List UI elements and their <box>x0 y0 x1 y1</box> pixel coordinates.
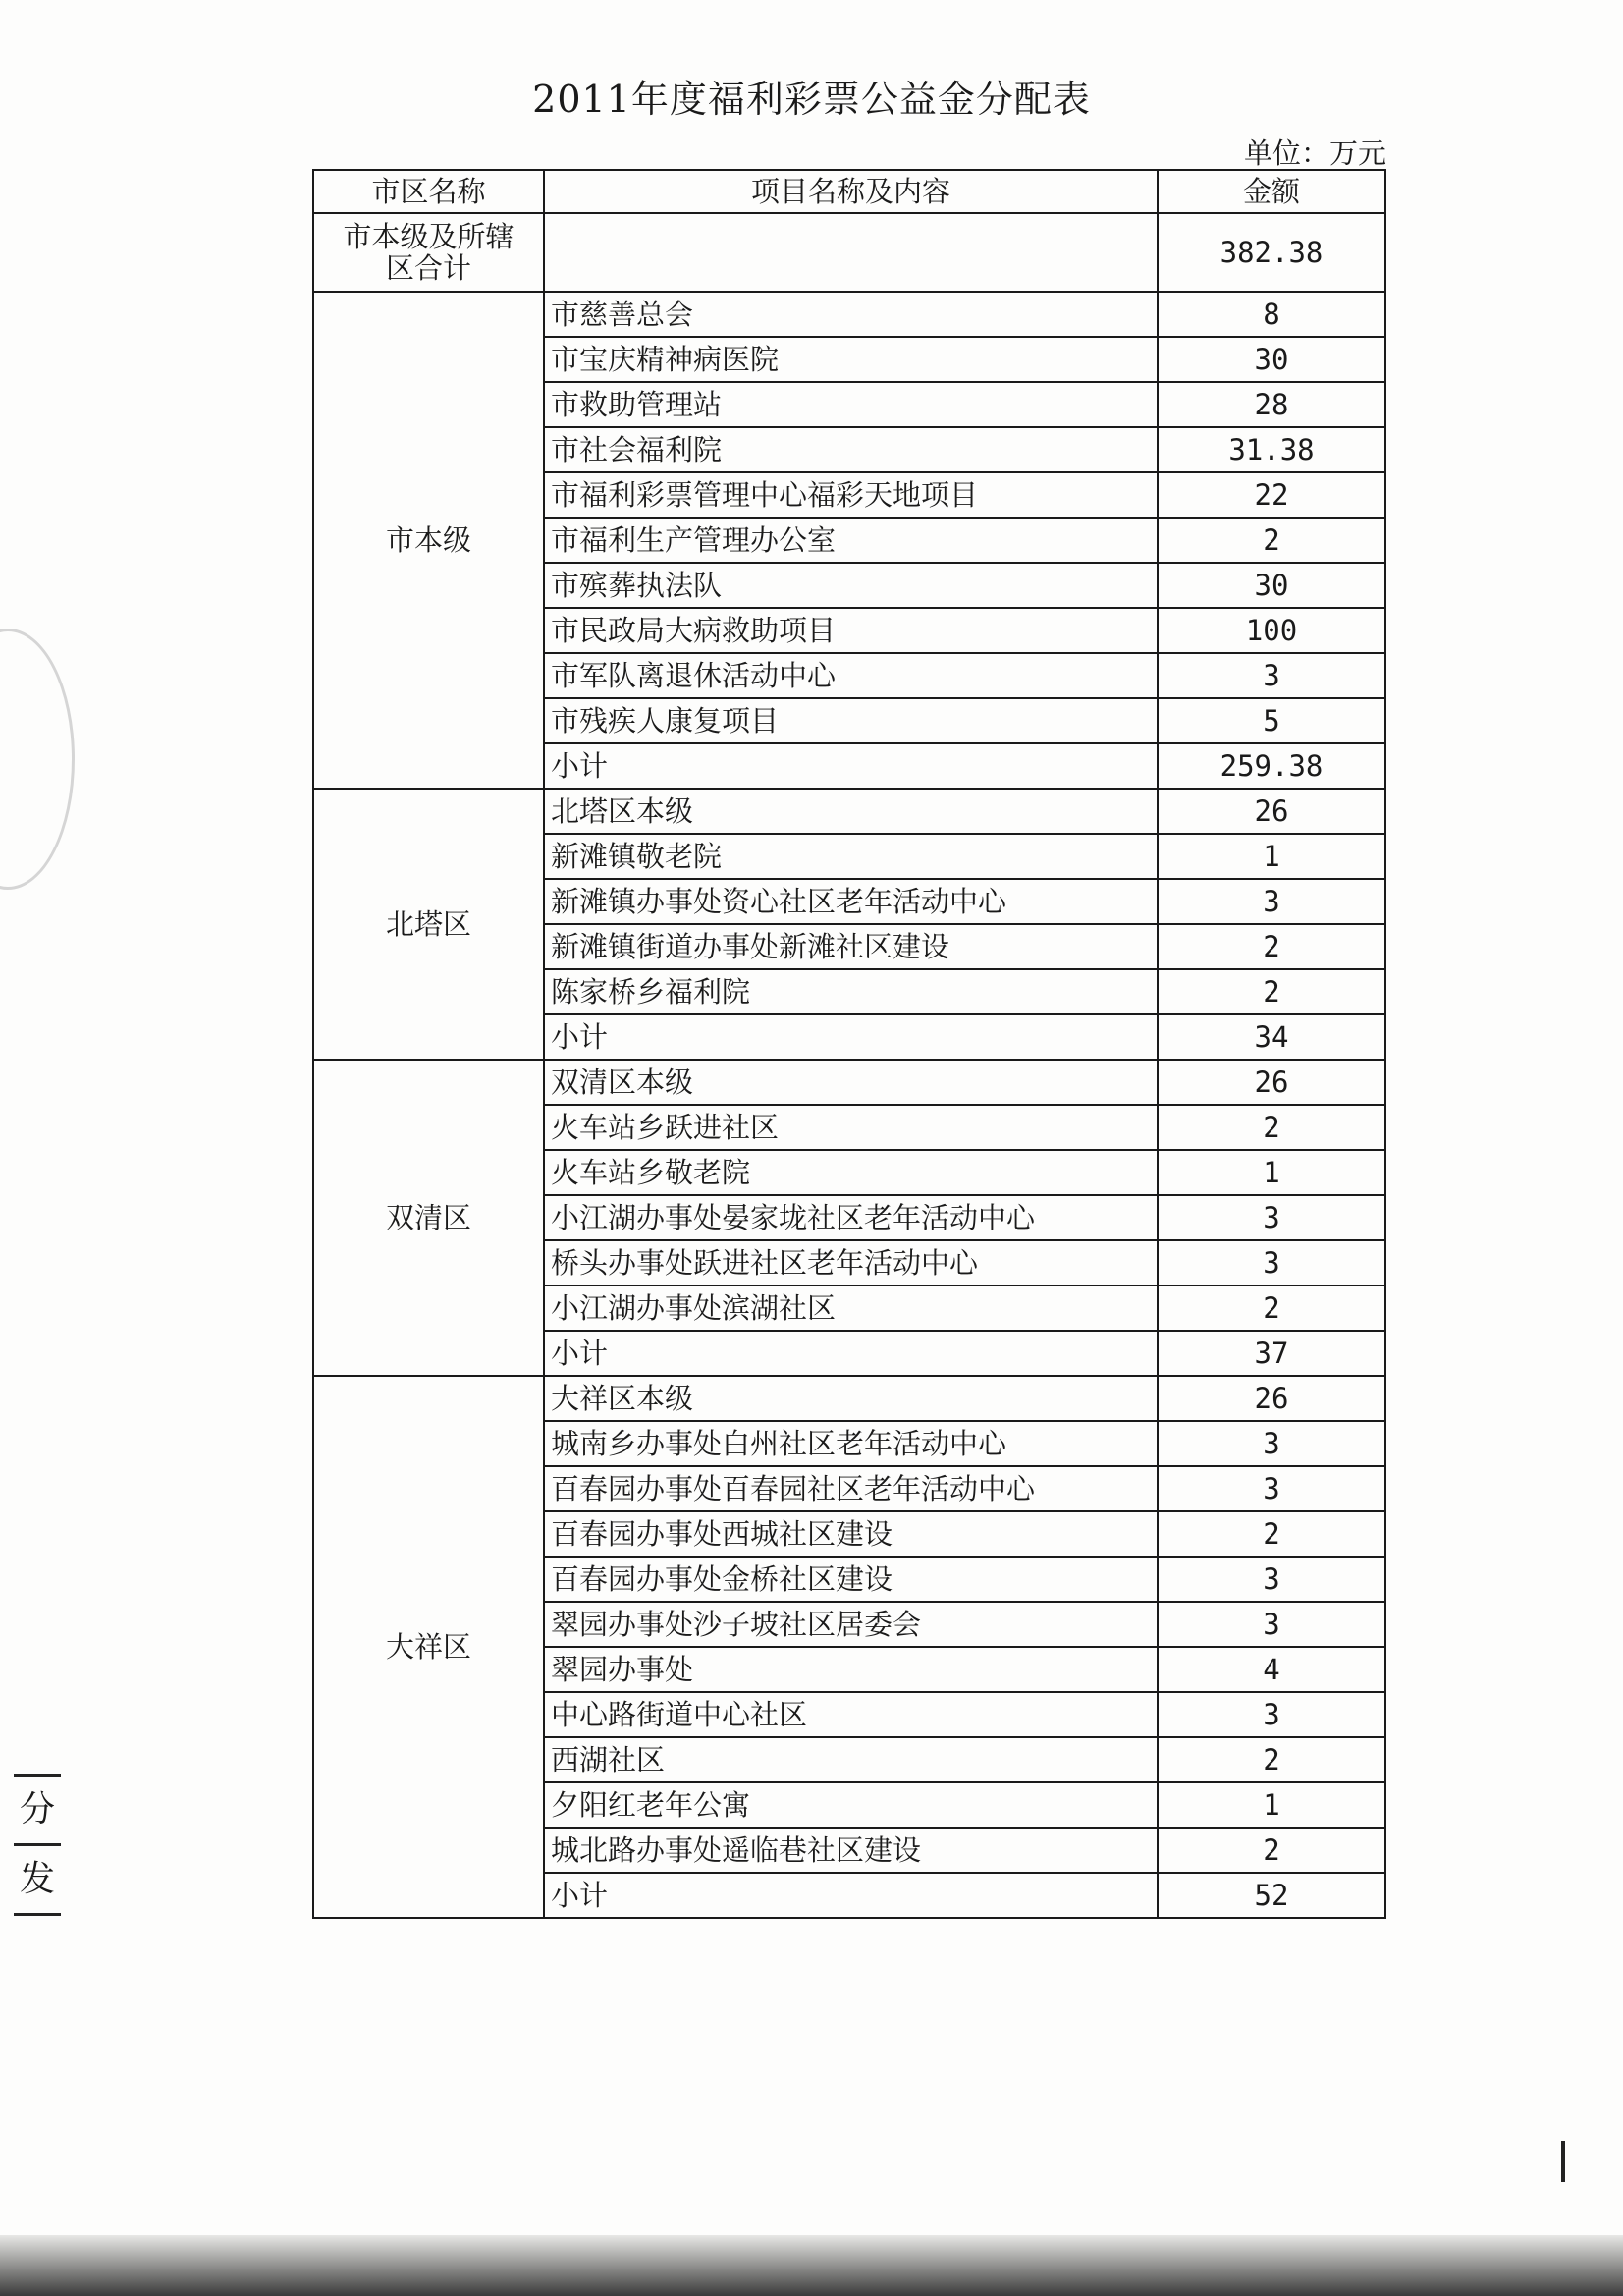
project-amount: 3 <box>1158 879 1385 924</box>
project-name: 百春园办事处金桥社区建设 <box>544 1557 1158 1602</box>
table-row <box>313 789 1385 834</box>
project-name: 中心路街道中心社区 <box>544 1692 1158 1737</box>
project-name: 桥头办事处跃进社区老年活动中心 <box>544 1240 1158 1285</box>
project-name: 新滩镇敬老院 <box>544 834 1158 879</box>
table-row <box>313 1060 1385 1105</box>
project-name: 百春园办事处百春园社区老年活动中心 <box>544 1466 1158 1511</box>
project-amount: 30 <box>1158 563 1385 608</box>
project-name: 大祥区本级 <box>544 1376 1158 1421</box>
project-name: 翠园办事处 <box>544 1647 1158 1692</box>
scan-edge <box>0 2235 1623 2296</box>
side-char-1: 分 <box>19 1789 55 1830</box>
project-amount: 3 <box>1158 1692 1385 1737</box>
project-name: 市社会福利院 <box>544 427 1158 472</box>
project-name: 新滩镇办事处资心社区老年活动中心 <box>544 879 1158 924</box>
project-amount: 1 <box>1158 1150 1385 1195</box>
project-amount: 3 <box>1158 1557 1385 1602</box>
project-amount: 3 <box>1158 1466 1385 1511</box>
project-name: 火车站乡敬老院 <box>544 1150 1158 1195</box>
project-amount: 3 <box>1158 1195 1385 1240</box>
project-name: 翠园办事处沙子坡社区居委会 <box>544 1602 1158 1647</box>
project-name: 市民政局大病救助项目 <box>544 608 1158 653</box>
project-name: 西湖社区 <box>544 1737 1158 1782</box>
region-name: 大祥区 <box>313 1376 544 1918</box>
project-amount: 31.38 <box>1158 427 1385 472</box>
project-amount: 28 <box>1158 382 1385 427</box>
project-amount: 26 <box>1158 1060 1385 1105</box>
project-amount: 2 <box>1158 969 1385 1014</box>
project-amount: 22 <box>1158 472 1385 518</box>
project-amount: 2 <box>1158 1105 1385 1150</box>
subtotal-amount: 52 <box>1158 1873 1385 1918</box>
project-amount: 3 <box>1158 1240 1385 1285</box>
project-amount: 2 <box>1158 1285 1385 1331</box>
total-name-line1: 市本级及所辖 <box>343 220 514 253</box>
project-amount: 1 <box>1158 834 1385 879</box>
page-title: 2011年度福利彩票公益金分配表 <box>532 78 1091 121</box>
project-name: 市宝庆精神病医院 <box>544 337 1158 382</box>
side-bar-bottom <box>14 1913 61 1916</box>
region-name: 北塔区 <box>313 789 544 1060</box>
side-bar-top <box>14 1774 61 1777</box>
project-name: 百春园办事处西城社区建设 <box>544 1511 1158 1557</box>
project-name: 市救助管理站 <box>544 382 1158 427</box>
project-amount: 2 <box>1158 1828 1385 1873</box>
total-row <box>313 213 1385 292</box>
project-amount: 30 <box>1158 337 1385 382</box>
project-amount: 3 <box>1158 653 1385 698</box>
project-amount: 2 <box>1158 1511 1385 1557</box>
subtotal-label: 小计 <box>544 1873 1158 1918</box>
region-name: 市本级 <box>313 292 544 789</box>
header-region: 市区名称 <box>313 170 544 213</box>
project-amount: 2 <box>1158 1737 1385 1782</box>
project-name: 市殡葬执法队 <box>544 563 1158 608</box>
project-amount: 3 <box>1158 1602 1385 1647</box>
project-amount: 3 <box>1158 1421 1385 1466</box>
stamp-mark <box>0 629 75 890</box>
project-amount: 5 <box>1158 698 1385 743</box>
table-row <box>313 292 1385 337</box>
total-name <box>313 213 544 292</box>
project-amount: 26 <box>1158 1376 1385 1421</box>
side-bar-middle <box>14 1843 61 1846</box>
subtotal-label: 小计 <box>544 1014 1158 1060</box>
total-name-line2: 区合计 <box>385 251 471 285</box>
total-amount: 382.38 <box>1158 213 1385 292</box>
project-name: 新滩镇街道办事处新滩社区建设 <box>544 924 1158 969</box>
subtotal-amount: 259.38 <box>1158 743 1385 789</box>
project-amount: 2 <box>1158 924 1385 969</box>
project-amount: 2 <box>1158 518 1385 563</box>
project-name: 双清区本级 <box>544 1060 1158 1105</box>
project-name: 市福利生产管理办公室 <box>544 518 1158 563</box>
total-item <box>544 213 1158 292</box>
unit-label: 单位：万元 <box>1243 137 1386 170</box>
project-name: 小江湖办事处滨湖社区 <box>544 1285 1158 1331</box>
subtotal-label: 小计 <box>544 1331 1158 1376</box>
project-name: 城南乡办事处白州社区老年活动中心 <box>544 1421 1158 1466</box>
project-name: 市残疾人康复项目 <box>544 698 1158 743</box>
project-name: 夕阳红老年公寓 <box>544 1782 1158 1828</box>
project-name: 小江湖办事处晏家垅社区老年活动中心 <box>544 1195 1158 1240</box>
project-name: 市军队离退休活动中心 <box>544 653 1158 698</box>
table-row <box>313 1376 1385 1421</box>
subtotal-label: 小计 <box>544 743 1158 789</box>
project-amount: 26 <box>1158 789 1385 834</box>
side-mark <box>14 1768 61 1922</box>
project-amount: 4 <box>1158 1647 1385 1692</box>
project-name: 陈家桥乡福利院 <box>544 969 1158 1014</box>
project-name: 城北路办事处遥临巷社区建设 <box>544 1828 1158 1873</box>
allocation-table <box>312 169 1386 1919</box>
table-header-row <box>313 170 1385 213</box>
project-amount: 8 <box>1158 292 1385 337</box>
header-item: 项目名称及内容 <box>544 170 1158 213</box>
side-char-2: 发 <box>19 1859 55 1899</box>
project-amount: 100 <box>1158 608 1385 653</box>
project-name: 火车站乡跃进社区 <box>544 1105 1158 1150</box>
region-name: 双清区 <box>313 1060 544 1376</box>
project-name: 市福利彩票管理中心福彩天地项目 <box>544 472 1158 518</box>
subtotal-amount: 37 <box>1158 1331 1385 1376</box>
project-amount: 1 <box>1158 1782 1385 1828</box>
project-name: 北塔区本级 <box>544 789 1158 834</box>
header-amount: 金额 <box>1158 170 1385 213</box>
project-name: 市慈善总会 <box>544 292 1158 337</box>
subtotal-amount: 34 <box>1158 1014 1385 1060</box>
margin-tick <box>1561 2141 1565 2182</box>
